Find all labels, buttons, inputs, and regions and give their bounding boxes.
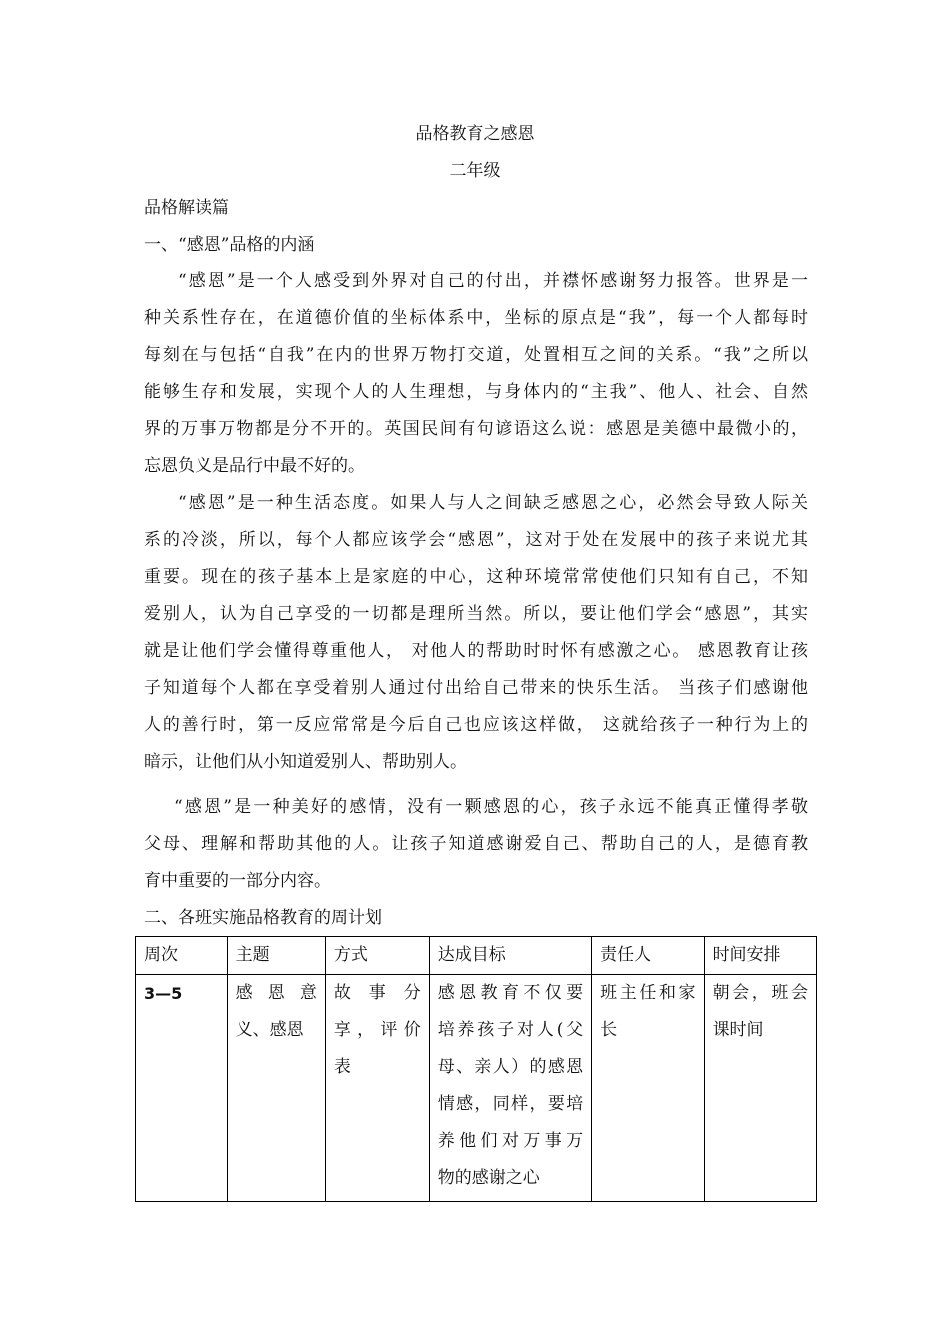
cell-line: 课时间	[712, 1020, 764, 1040]
paragraph-line: 忘恩负义是品行中最不好的。	[144, 456, 365, 476]
paragraph-1	[144, 263, 808, 485]
paragraph-2	[144, 485, 808, 781]
header-owner: 责任人	[592, 937, 704, 975]
cell-time	[704, 975, 816, 1202]
part1-heading: 一、“感恩”品格的内涵	[144, 235, 315, 255]
table-header-row	[136, 937, 817, 975]
cell-line: 表	[333, 1057, 351, 1077]
cell-line: 义、感恩	[235, 1020, 304, 1040]
header-time: 时间安排	[704, 937, 816, 975]
cell-line: 享，评价	[333, 1020, 421, 1040]
document-title: 品格教育之感恩	[415, 124, 535, 144]
cell-line: 培养孩子对人(父	[437, 1020, 584, 1040]
cell-line: 班主任和家	[600, 983, 696, 1003]
paragraph-line: “感恩”是一种美好的感情，没有一颗感恩的心，孩子永远不能真正懂得孝敬	[174, 797, 808, 817]
paragraph-line: 种关系性存在，在道德价值的坐标体系中，坐标的原点是“我”，每一个人都每时	[144, 308, 808, 328]
weekly-plan-table	[135, 936, 817, 1202]
header-goal: 达成目标	[429, 937, 591, 975]
paragraph-line: 就是让他们学会懂得尊重他人， 对他人的帮助时时怀有感激之心。 感恩教育让孩	[144, 641, 808, 661]
cell-method	[325, 975, 429, 1202]
paragraph-line: “感恩”是一种生活态度。如果人与人之间缺乏感恩之心，必然会导致人际关	[178, 493, 808, 513]
header-theme: 主题	[227, 937, 325, 975]
paragraph-3	[144, 789, 808, 900]
paragraph-line: 每刻在与包括“自我”在内的世界万物打交道，处置相互之间的关系。“我”之所以	[144, 345, 808, 365]
cell-line: 故 事 分	[333, 983, 421, 1003]
paragraph-line: 暗示，让他们从小知道爱别人、帮助别人。	[144, 752, 467, 772]
header-method: 方式	[325, 937, 429, 975]
week-range: 3—5	[144, 984, 183, 1003]
paragraph-line: 重要。现在的孩子基本上是家庭的中心，这种环境常常使他们只知有自己，不知	[144, 567, 808, 587]
table-row	[136, 975, 817, 1202]
cell-line: 物的感谢之心	[437, 1168, 540, 1188]
header-week: 周次	[136, 937, 228, 975]
paragraph-line: 爱别人，认为自己享受的一切都是理所当然。所以，要让他们学会“感恩”，其实	[144, 604, 808, 624]
paragraph-line: “感恩”是一个人感受到外界对自己的付出，并襟怀感谢努力报答。世界是一	[178, 271, 808, 291]
cell-line: 朝会，班会	[712, 983, 808, 1003]
cell-line: 感 恩 意	[235, 983, 317, 1003]
cell-line: 长	[600, 1020, 618, 1040]
paragraph-line: 系的冷淡，所以，每个人都应该学会“感恩”，这对于处在发展中的孩子来说尤其	[144, 530, 808, 550]
paragraph-line: 能够生存和发展，实现个人的人生理想，与身体内的“主我”、他人、社会、自然	[144, 382, 808, 402]
paragraph-line: 父母、理解和帮助其他的人。让孩子知道感谢爱自己、帮助自己的人，是德育教	[144, 834, 808, 854]
paragraph-line: 界的万事万物都是分不开的。英国民间有句谚语这么说：感恩是美德中最微小的，	[144, 419, 808, 439]
cell-line: 养他们对万事万	[437, 1131, 584, 1151]
paragraph-line: 子知道每个人都在享受着别人通过付出给自己带来的快乐生活。 当孩子们感谢他	[144, 678, 808, 698]
cell-line: 感恩教育不仅要	[437, 983, 584, 1003]
part2-heading: 二、各班实施品格教育的周计划	[144, 908, 382, 928]
document-subtitle: 二年级	[449, 161, 501, 181]
cell-line: 情感，同样，要培	[437, 1094, 584, 1114]
paragraph-line: 育中重要的一部分内容。	[144, 871, 331, 891]
section-heading: 品格解读篇	[144, 198, 229, 218]
cell-theme	[227, 975, 325, 1202]
cell-line: 母、亲人）的感恩	[437, 1057, 584, 1077]
cell-week	[136, 975, 228, 1202]
cell-owner	[592, 975, 704, 1202]
cell-goal	[429, 975, 591, 1202]
paragraph-line: 人的善行时，第一反应常常是今后自己也应该这样做， 这就给孩子一种行为上的	[144, 715, 808, 735]
